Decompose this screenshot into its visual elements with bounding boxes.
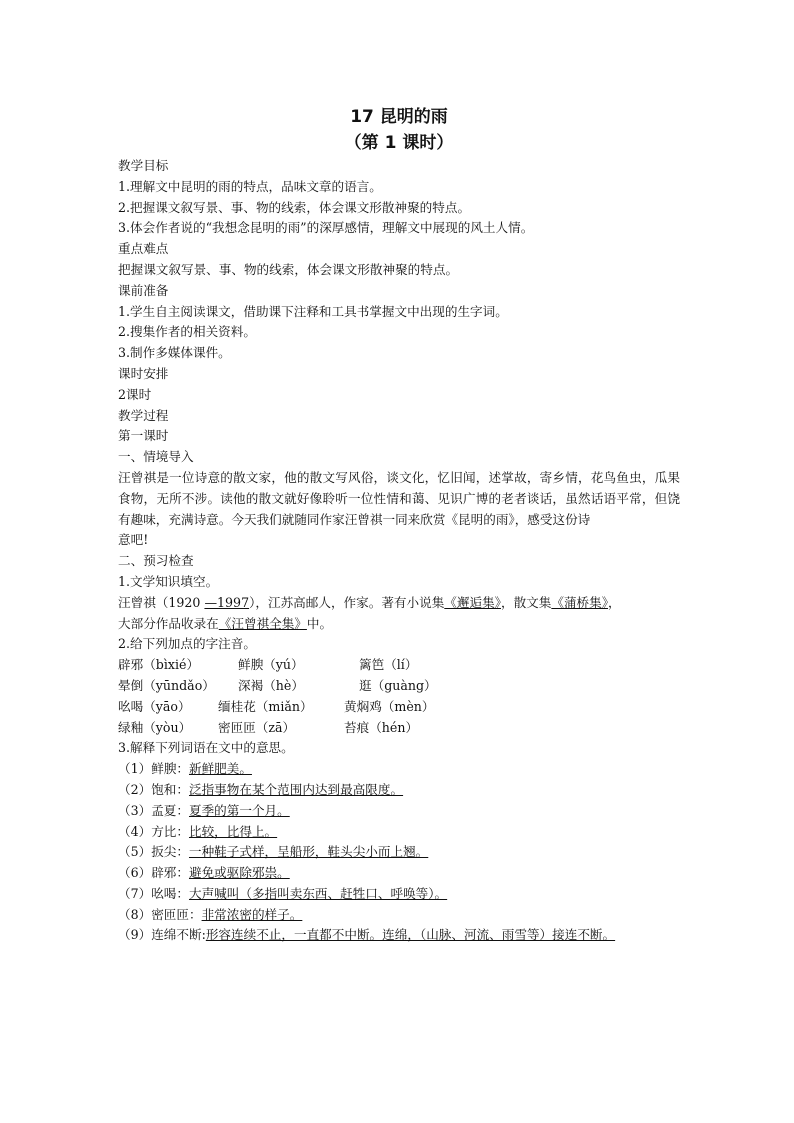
schedule-heading: 课时安排: [118, 365, 169, 381]
question2-heading: 2.给下列加点的字注音。: [118, 636, 256, 652]
definition-term: （9）连绵不断:: [118, 927, 206, 943]
definition-item: [118, 905, 680, 926]
lesson-plan-page: [118, 104, 680, 946]
definition-item: [118, 842, 680, 863]
pinyin-item: 苔痕（hén）: [344, 719, 419, 735]
pinyin-row: [118, 676, 680, 697]
definition-meaning: 夏季的第一个月。: [188, 802, 290, 818]
prep-item: 3.制作多媒体课件。: [118, 345, 231, 361]
question1-heading: 1.文学知识填空。: [118, 573, 219, 589]
definition-item: [118, 884, 680, 905]
pinyin-item: 逛（guàng）: [359, 677, 437, 693]
pinyin-item: 篱笆（lí）: [359, 657, 418, 673]
definition-term: （5）扳尖：: [118, 844, 189, 860]
goal-item: 2.把握课文叙写景、事、物的线索，体会课文形散神聚的特点。: [118, 199, 471, 215]
goal-item: 1.理解文中昆明的雨的特点，品味文章的语言。: [118, 178, 382, 194]
definition-meaning: 比较，比得上。: [188, 823, 278, 839]
document-subtitle: （第 1 课时）: [344, 133, 454, 153]
document-title: 17 昆明的雨: [350, 107, 448, 127]
question3-heading: 3.解释下列词语在文中的意思。: [118, 740, 294, 756]
answer-blank: —1997: [204, 594, 250, 610]
pinyin-item: 吆喝（yāo）: [118, 698, 191, 714]
definition-term: （3）孟夏：: [118, 802, 189, 818]
goals-heading: 教学目标: [118, 158, 169, 173]
process-heading: 教学过程: [118, 407, 169, 423]
prep-heading: 课前准备: [118, 282, 169, 298]
pinyin-row: [118, 655, 680, 676]
definition-term: （6）辟邪：: [118, 865, 189, 881]
answer-blank: 《汪曾祺全集》: [218, 615, 307, 631]
pinyin-item: 鲜腴（yú）: [238, 657, 304, 673]
definition-item: [118, 759, 680, 780]
answer-blank: 《蒲桥集》: [551, 594, 609, 610]
pinyin-row: [118, 697, 680, 718]
pinyin-item: 辟邪（bìxié）: [118, 657, 200, 673]
prep-item: 1.学生自主阅读课文，借助课下注释和工具书掌握文中出现的生字词。: [118, 303, 508, 319]
q1-text: 大部分作品收录在: [118, 615, 219, 631]
pinyin-item: 密匝匝（zā）: [218, 719, 296, 735]
definition-meaning: 形容连续不止，一直都不中断。连绵，（山脉、河流、雨雪等）接连不断。: [205, 927, 616, 943]
pinyin-item: 缅桂花（miǎn）: [218, 698, 313, 714]
pinyin-row: [118, 718, 680, 739]
definition-item: [118, 925, 680, 946]
definition-item: [118, 780, 680, 801]
q1-text: ，散文集: [500, 594, 552, 610]
pinyin-item: 深褐（hè）: [238, 677, 304, 693]
section1-heading: 一、情境导入: [118, 449, 194, 465]
pinyin-item: 绿釉（yòu）: [118, 719, 192, 735]
definition-item: [118, 863, 680, 884]
definition-meaning: 新鲜肥美。: [188, 761, 252, 777]
question1-line2: [118, 614, 680, 635]
question1-line1: [118, 593, 680, 614]
q1-text: 中。: [306, 615, 333, 631]
definition-term: （8）密匝匝：: [118, 906, 202, 922]
lesson1-heading: 第一课时: [118, 428, 169, 444]
definition-item: [118, 801, 680, 822]
definition-meaning: 泛指事物在某个范围内达到最高限度。: [188, 781, 404, 797]
definition-term: （2）饱和：: [118, 781, 189, 797]
prep-item: 2.搜集作者的相关资料。: [118, 324, 256, 340]
definition-meaning: 大声喊叫（多指叫卖东西、赶牲口、呼唤等）。: [188, 885, 448, 901]
q1-text: ，: [608, 594, 621, 610]
goal-item: 3.体会作者说的“我想念昆明的雨”的深厚感情，理解文中展现的风土人情。: [118, 220, 534, 236]
definition-term: （1）鲜腴：: [118, 761, 189, 777]
definition-item: [118, 822, 680, 843]
section2-heading: 二、预习检查: [118, 553, 194, 569]
definition-meaning: 避免或驱除邪祟。: [188, 865, 290, 881]
intro-paragraph: 汪曾祺是一位诗意的散文家，他的散文写风俗，谈文化，忆旧闻，述掌故，寄乡情，花鸟鱼虫，瓜果食物，无所不涉。读他的散文就好像聆听一位性情和蔼、见识广博的老者谈话，虽然话语平常，但饶有趣味，充满诗意。今天我们就随同作家汪曾祺一同来欣赏《昆明的雨》，感受这份诗: [118, 469, 680, 527]
pinyin-item: 晕倒（yūndǎo）: [118, 677, 215, 693]
key-heading: 重点难点: [118, 241, 169, 257]
definition-term: （4）方比：: [118, 823, 189, 839]
q1-text: 汪曾祺（1920: [118, 594, 205, 610]
definition-meaning: 一种鞋子式样，呈船形，鞋头尖小而上翘。: [188, 844, 429, 860]
schedule-text: 2课时: [118, 386, 152, 402]
pinyin-item: 黄焖鸡（mèn）: [344, 698, 435, 714]
definition-meaning: 非常浓密的样子。: [201, 906, 303, 922]
intro-paragraph-end: 意吧!: [118, 532, 149, 548]
definition-term: （7）吆喝：: [118, 885, 189, 901]
answer-blank: 《邂逅集》: [444, 594, 501, 610]
q1-text: ），江苏高邮人，作家。著有小说集: [249, 594, 445, 610]
key-text: 把握课文叙写景、事、物的线索，体会课文形散神聚的特点。: [118, 261, 459, 277]
